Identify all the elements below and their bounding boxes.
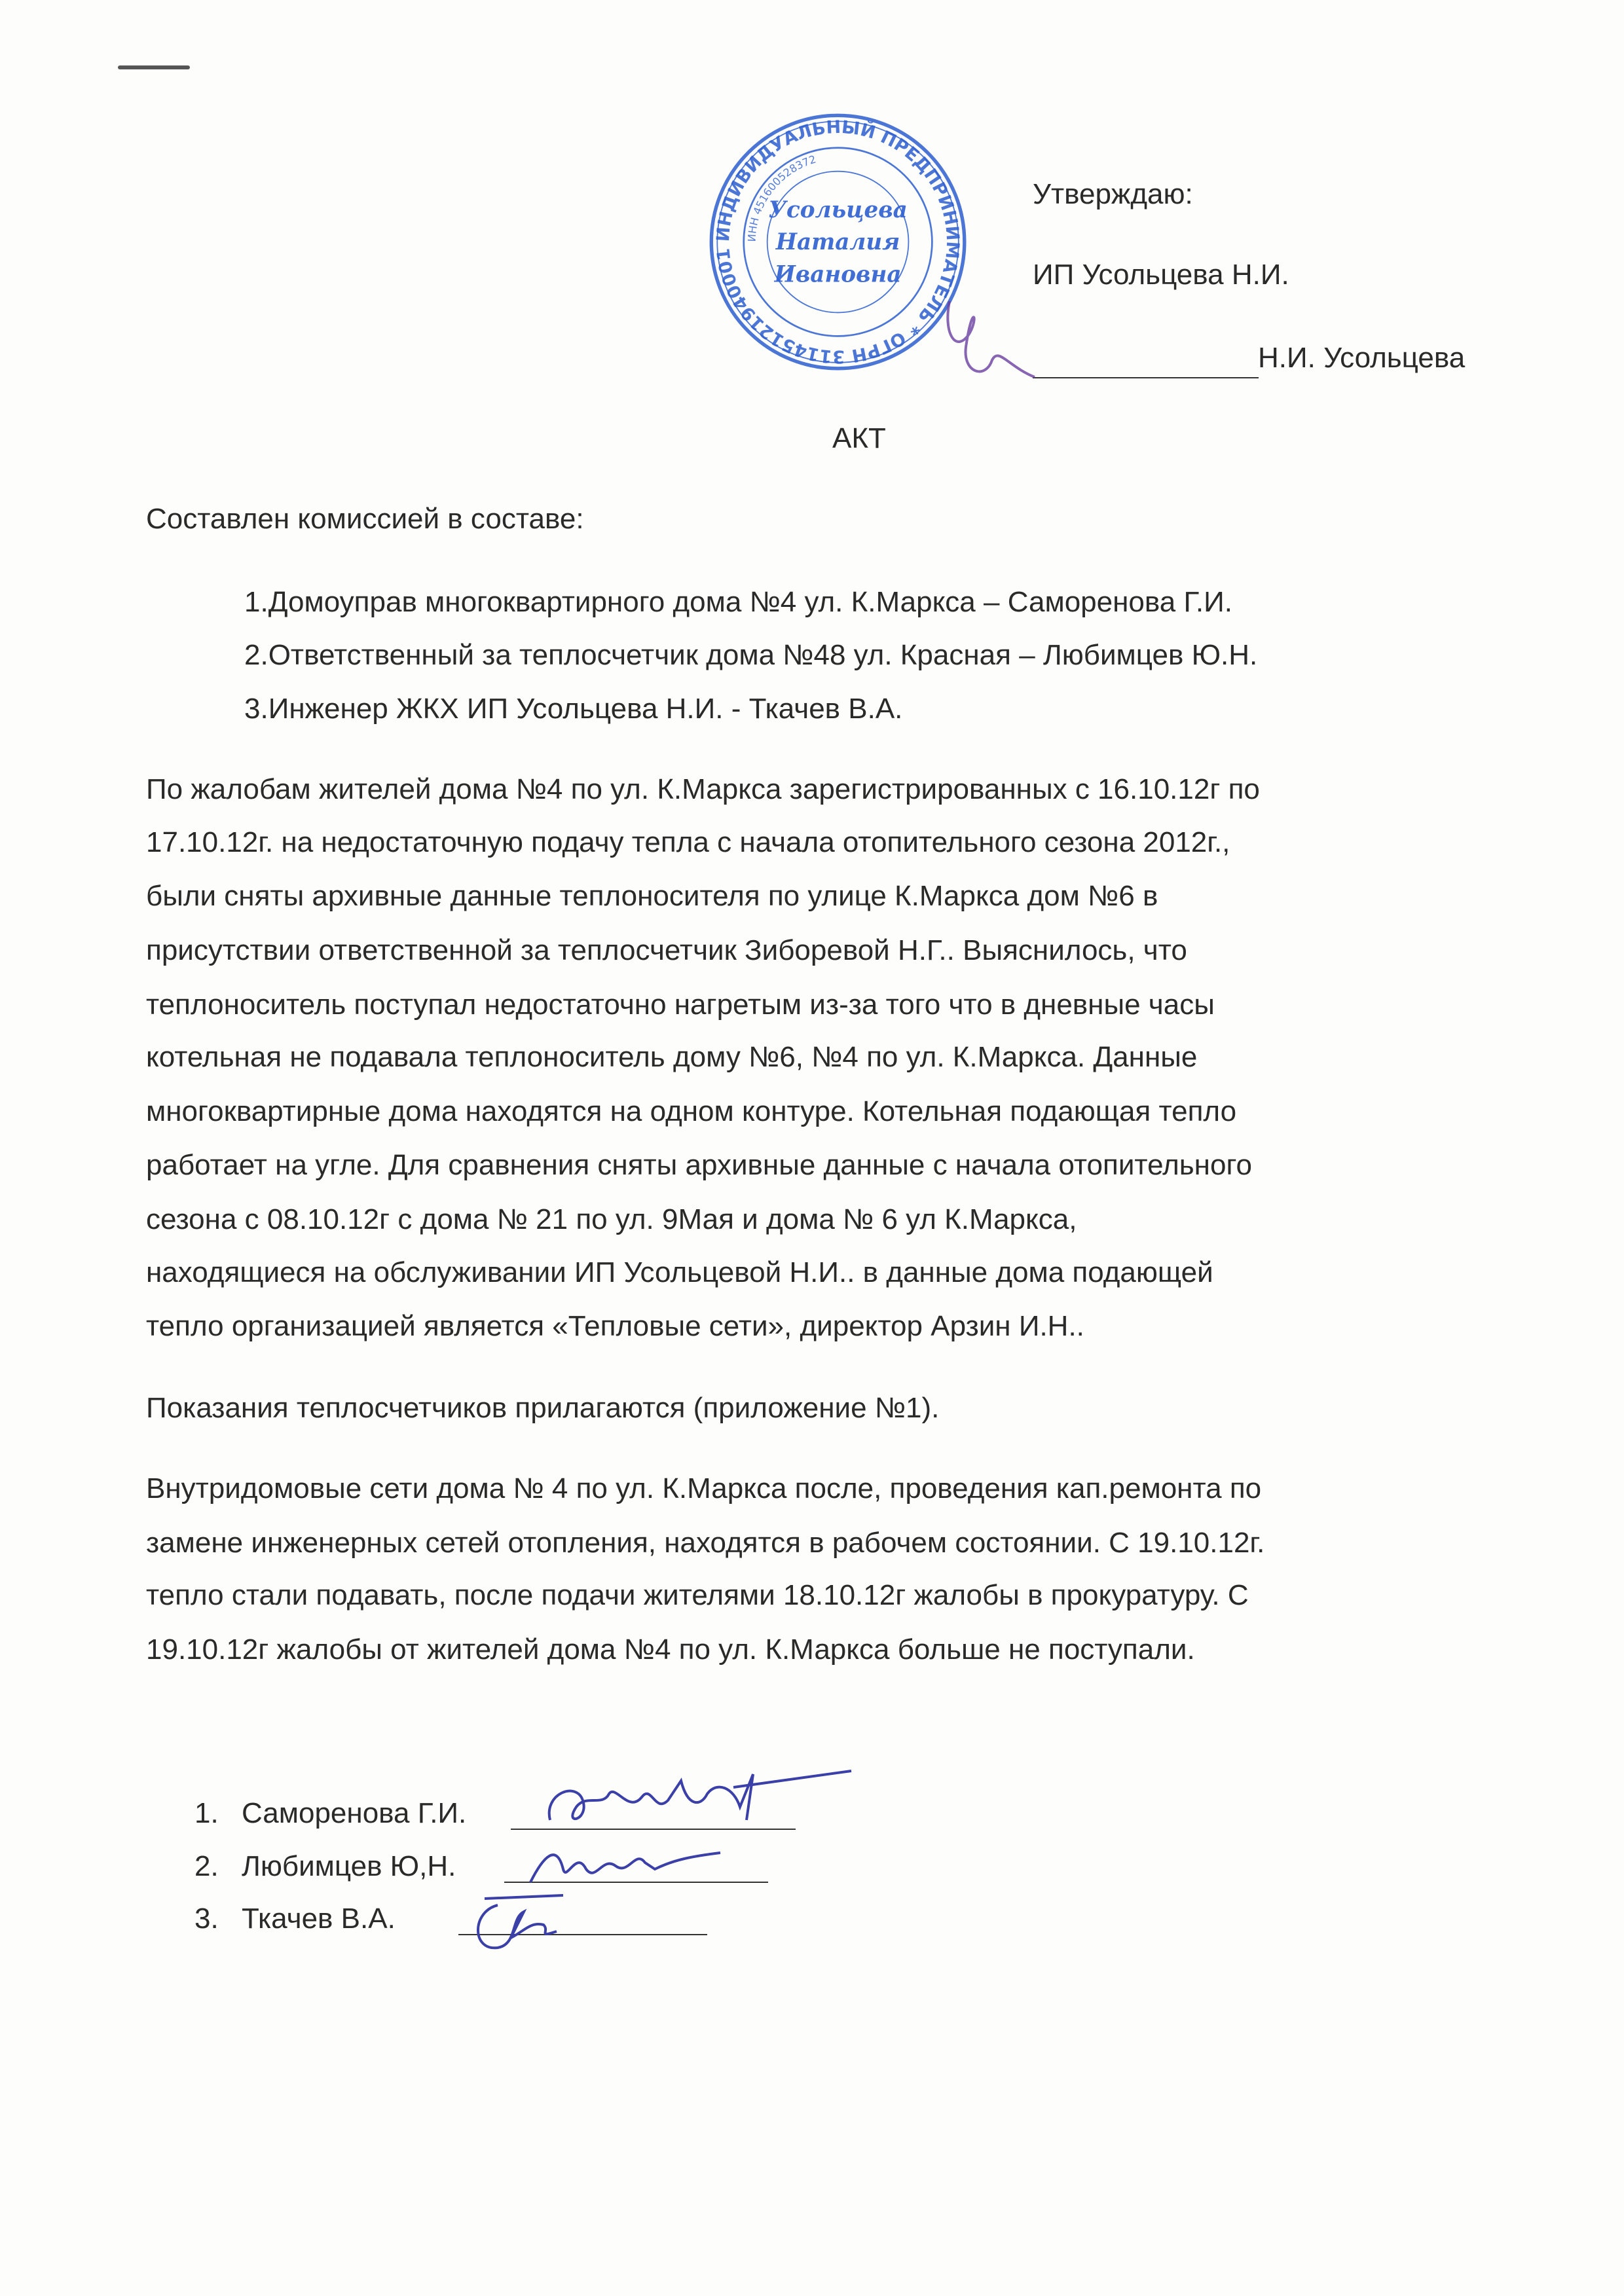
stamp-name-line: Ивановна — [774, 261, 902, 288]
signatory-name: Саморенова Г.И. — [242, 1797, 467, 1829]
commission-member: 1.Домоуправ многоквартирного дома №4 ул. К.Маркса – Саморенова Г.И. — [244, 586, 1232, 618]
signatory-number: 2. — [194, 1850, 219, 1882]
paragraph-line: По жалобам жителей дома №4 по ул. К.Маркса зарегистрированных с 16.10.12г по — [146, 773, 1260, 805]
paragraph-line: 17.10.12г. на недостаточную подачу тепла с начала отопительного сезона 2012г., — [146, 826, 1230, 858]
stamp-inner-text: ИНН 451600528372 — [745, 153, 818, 242]
paragraph-line: 19.10.12г жалобы от жителей дома №4 по ул. К.Маркса больше не поступали. — [146, 1633, 1195, 1666]
paragraph-line: сезона с 08.10.12г с дома № 21 по ул. 9Мая и дома № 6 ул К.Маркса, — [146, 1203, 1077, 1235]
commission-intro: Составлен комиссией в составе: — [146, 503, 584, 535]
signatory-name: Любимцев Ю,Н. — [242, 1850, 456, 1882]
stamp-name-line: Наталия — [775, 229, 900, 256]
paragraph-line: тепло организацией является «Тепловые сети», директор Арзин И.Н.. — [146, 1310, 1084, 1342]
paragraph-line: были сняты архивные данные теплоносителя по улице К.Маркса дом №6 в — [146, 880, 1158, 912]
signature-samorenova — [537, 1768, 864, 1833]
approver-signature — [943, 288, 1035, 386]
commission-member: 2.Ответственный за теплосчетчик дома №48 ул. Красная – Любимцев Ю.Н. — [244, 639, 1258, 671]
paragraph-line: многоквартирные дома находятся на одном контуре. Котельная подающая тепло — [146, 1095, 1237, 1127]
attachment-note: Показания теплосчетчиков прилагаются (приложение №1). — [146, 1392, 940, 1424]
paragraph-line: находящиеся на обслуживании ИП Усольцевой Н.И.. в данные дома подающей — [146, 1256, 1213, 1288]
paragraph-line: котельная не подавала теплоноситель дому №6, №4 по ул. К.Маркса. Данные — [146, 1041, 1198, 1073]
approval-signature-line — [1033, 377, 1259, 378]
approver: ИП Усольцева Н.И. — [1033, 259, 1289, 291]
paragraph-line: теплоноситель поступал недостаточно нагретым из-за того что в дневные часы — [146, 989, 1215, 1021]
paragraph-line: замене инженерных сетей отопления, находятся в рабочем состоянии. С 19.10.12г. — [146, 1527, 1265, 1559]
document-title: АКТ — [832, 422, 886, 454]
paragraph-line: работает на угле. Для сравнения сняты архивные данные с начала отопительного — [146, 1149, 1252, 1181]
paragraph-line: тепло стали подавать, после подачи жителями 18.10.12г жалобы в прокуратуру. С — [146, 1579, 1249, 1611]
approver-signature-name: Н.И. Усольцева — [1258, 342, 1466, 374]
commission-member: 3.Инженер ЖКХ ИП Усольцева Н.И. - Ткачев В.А. — [244, 693, 903, 725]
paragraph-line: присутствии ответственной за теплосчетчик Зиборевой Н.Г.. Выяснилось, что — [146, 934, 1187, 966]
stamp-name-line: Усольцева — [768, 196, 908, 223]
scan-mark — [118, 65, 190, 69]
paragraph-line: Внутридомовые сети дома № 4 по ул. К.Маркса после, проведения кап.ремонта по — [146, 1472, 1262, 1504]
signatory-number: 1. — [194, 1797, 219, 1829]
stamp-outer-text: ИНДИВИДУАЛЬНЫЙ ПРЕДПРИНИМАТЕЛЬ * ОГРН 311451219400014 — [701, 96, 963, 367]
signature-lyubimtsev — [524, 1830, 753, 1889]
approve-label: Утверждаю: — [1033, 178, 1193, 210]
stamp-seal — [701, 96, 969, 373]
signature-tkachev — [458, 1886, 589, 1964]
signatory-number: 3. — [194, 1903, 219, 1935]
signatory-name: Ткачев В.А. — [242, 1903, 396, 1935]
